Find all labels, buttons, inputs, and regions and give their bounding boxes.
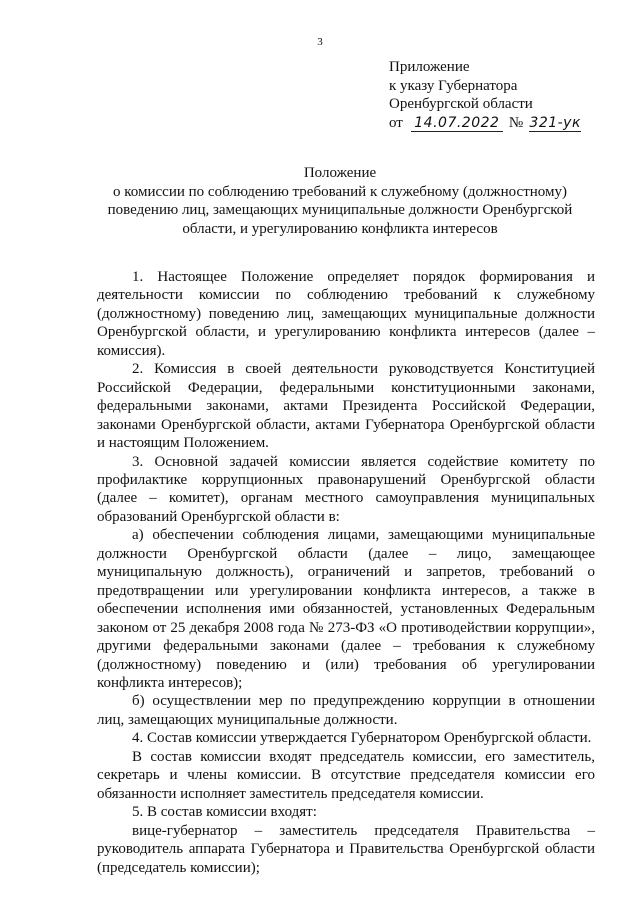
appendix-date-line (389, 114, 581, 133)
title-line: Положение (303, 165, 377, 181)
page-number: 3 (317, 36, 323, 48)
paragraph: б) осуществлении мер по предупреждению коррупции в отношении лиц, замещающих муниципальные должности. (97, 693, 595, 728)
appendix-line: к указу Губернатора (389, 77, 518, 94)
paragraph: вице-губернатор – заместитель председателя Правительства – руководитель аппарата Губернатора и Правительства Оренбургской области (председатель комиссии); (97, 822, 595, 876)
decree-date: 14.07.2022 (411, 116, 503, 132)
document-body (97, 268, 595, 877)
appendix-header (389, 58, 581, 132)
appendix-line: Приложение (389, 59, 470, 75)
title-line: о комиссии по соблюдению требований к служебному (должностному) (113, 183, 567, 200)
appendix-line: Оренбургской области (389, 96, 533, 112)
paragraph: 4. Состав комиссии утверждается Губернатором Оренбургской области. (132, 730, 592, 747)
from-label: от (389, 114, 403, 131)
document-title (90, 164, 590, 239)
paragraph: а) обеспечении соблюдения лицами, замещающими муниципальные должности Оренбургской области (далее – лицо, замещающее муниципальную должность), ограничений и запретов, требований о предотвращении или урегулировании конфликта интересов, а также в обеспечении исполнения ими обязанностей, установленных Федеральным законом от 25 декабря 2008 года № 273-ФЗ «О противодействии коррупции», другими федеральными законами (далее – требования к служебному (должностному) поведению и (или) требования об урегулировании конфликта интересов); (97, 527, 595, 691)
paragraph: 5. В состав комиссии входят: (132, 804, 317, 821)
number-label: № (508, 114, 524, 131)
paragraph: 2. Комиссия в своей деятельности руководствуется Конституцией Российской Федерации, федеральными конституционными законами, федеральными законами, актами Президента Российской Федерации, законами Оренбургской области, актами Губернатора Оренбургской области и настоящим Положением. (97, 361, 595, 452)
paragraph: 3. Основной задачей комиссии является содействие комитету по профилактике коррупционных правонарушений Оренбургской области (далее – комитет), органам местного самоуправления муниципальных образований Оренбургской области в: (97, 453, 595, 525)
decree-number: 321-ук (529, 114, 581, 131)
paragraph: 1. Настоящее Положение определяет порядок формирования и деятельности комиссии по соблюдению требований к служебному (должностному) поведению лиц, замещающих муниципальные должности Оренбургской области, и урегулированию конфликта интересов (далее – комиссия). (97, 269, 595, 359)
paragraph: В состав комиссии входят председатель комиссии, его заместитель, секретарь и члены комиссии. В отсутствие председателя комиссии его обязанности исполняет заместитель председателя комиссии. (97, 748, 595, 802)
title-line: поведению лиц, замещающих муниципальные должности Оренбургской (107, 202, 573, 219)
title-line: области, и урегулированию конфликта интересов (182, 221, 498, 238)
